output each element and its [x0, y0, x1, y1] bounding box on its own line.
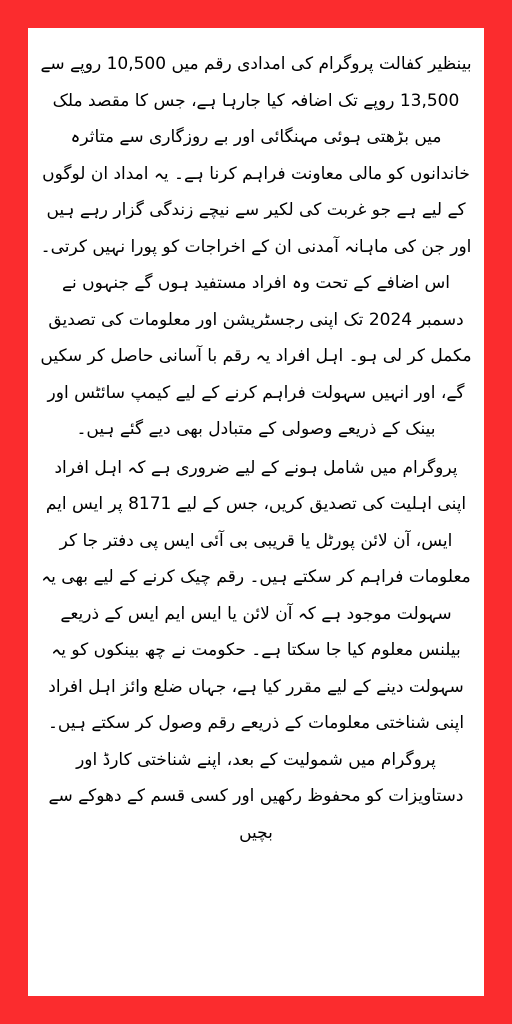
article-card [28, 28, 484, 996]
article-paragraph-2: پروگرام میں شامل ہونے کے لیے ضروری ہے کہ اہل افراد اپنی اہلیت کی تصدیق کریں، جس کے لیے 8171 پر ایس ایم ایس، آن لائن پورٹل یا قریبی بی آئی ایس پی دفتر جا کر معلومات فراہم کر سکتے ہیں۔ رقم چیک کرنے کے لیے بھی یہ سہولت موجود ہے کہ آن لائن یا ایس ایم ایس کے ذریعے بیلنس معلوم کیا جا سکتا ہے۔ حکومت نے چھ بینکوں کو یہ سہولت دینے کے لیے مقرر کیا ہے، جہاں ضلع وائز اہل افراد اپنی شناختی معلومات کے ذریعے رقم وصول کر سکتے ہیں۔ پروگرام میں شمولیت کے بعد، اپنے شناختی کارڈ اور دستاویزات کو محفوظ رکھیں اور کسی قسم کے دھوکے سے بچیں [41, 457, 471, 843]
article-paragraph-1: بینظیر کفالت پروگرام کی امدادی رقم میں 10,500 روپے سے 13,500 روپے تک اضافہ کیا جارہا ہے، جس کا مقصد ملک میں بڑھتی ہوئی مہنگائی اور بے روزگاری سے متاثرہ خاندانوں کو مالی معاونت فراہم کرنا ہے۔ یہ امداد ان لوگوں کے لیے ہے جو غربت کی لکیر سے نیچے زندگی گزار رہے ہیں اور جن کی ماہانہ آمدنی ان کے اخراجات کو پورا نہیں کرتی۔ اس اضافے کے تحت وہ افراد مستفید ہوں گے جنہوں نے دسمبر 2024 تک اپنی رجسٹریشن اور معلومات کی تصدیق مکمل کر لی ہو۔ اہل افراد یہ رقم با آسانی حاصل کر سکیں گے، اور انہیں سہولت فراہم کرنے کے لیے کیمپ سائٹس اور بینک کے ذریعے وصولی کے متبادل بھی دیے گئے ہیں۔ [40, 54, 472, 439]
